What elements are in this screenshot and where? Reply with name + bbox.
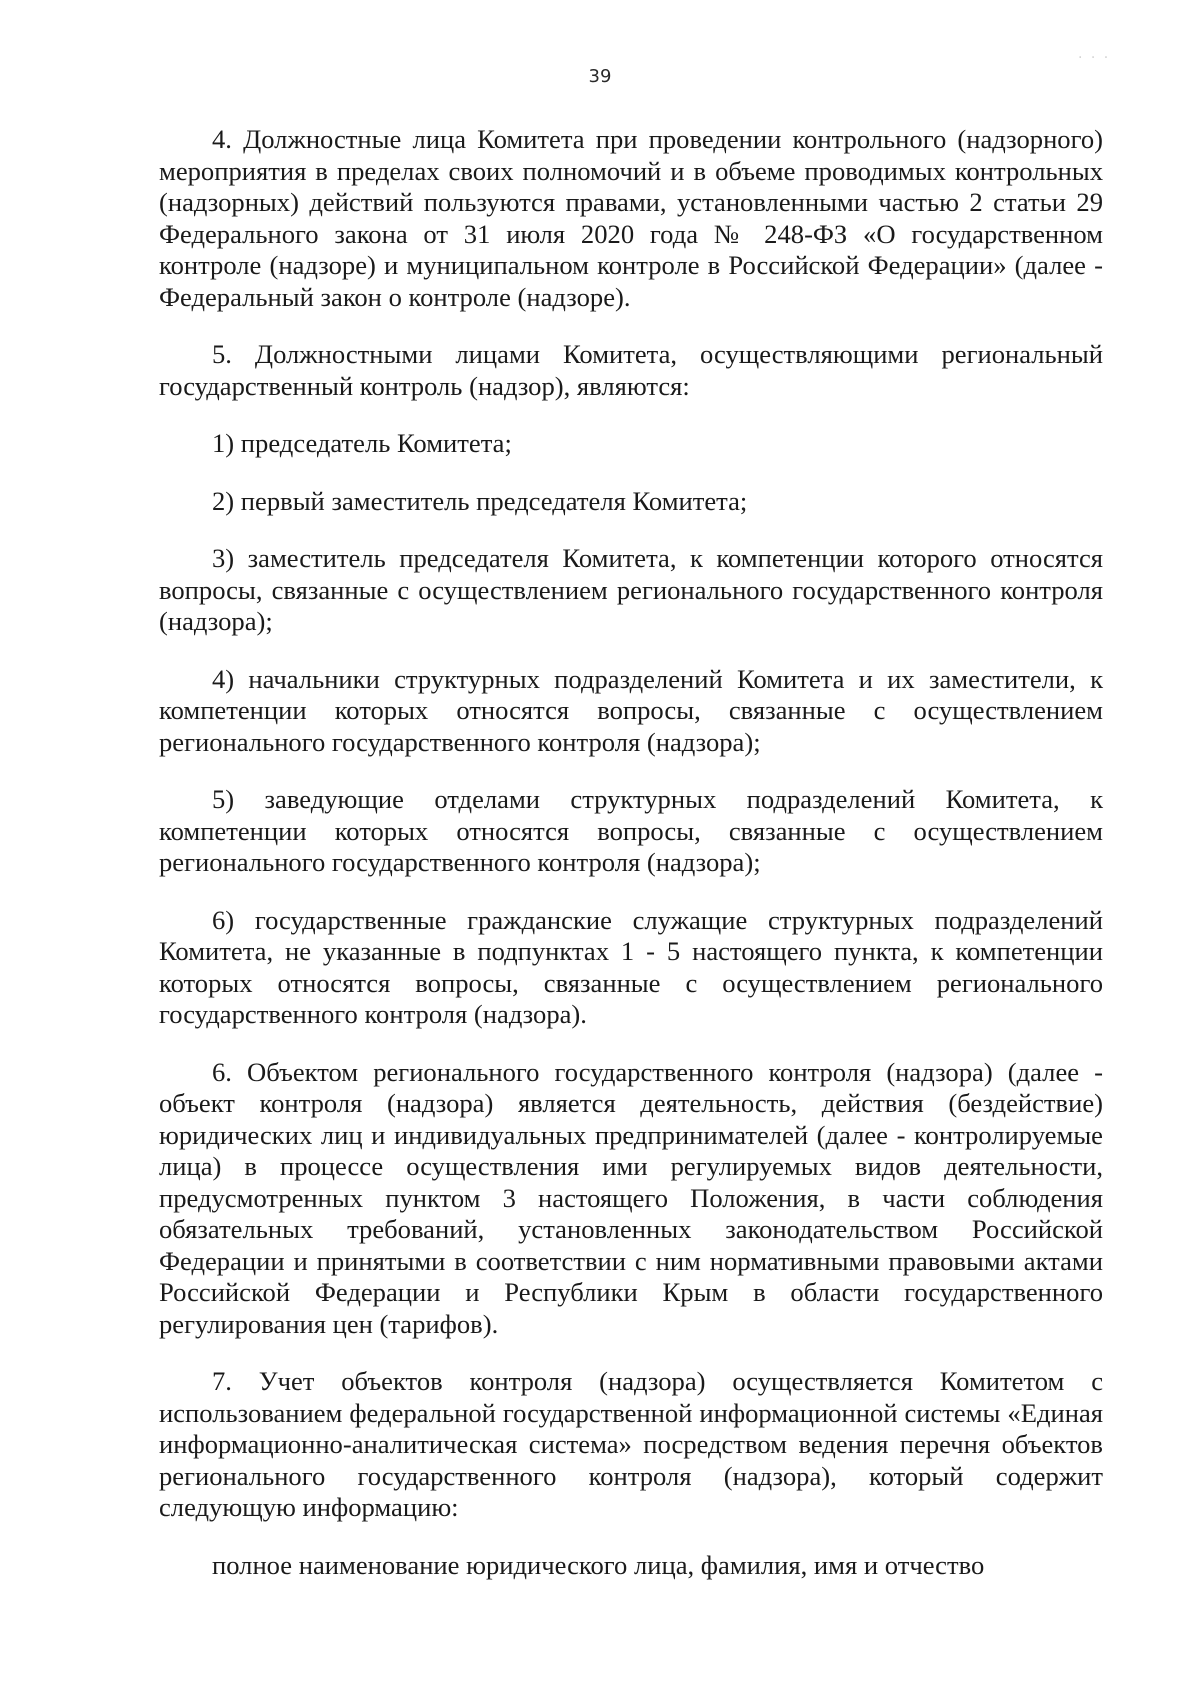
page-number: 39 (588, 66, 612, 87)
list-item-5: 5) заведующие отделами структурных подразделений Комитета, к компетенции которых относятся вопросы, связанные с осуществлением регионального государственного контроля (надзора); (159, 784, 1103, 877)
list-item-4: 4) начальники структурных подразделений Комитета и их заместители, к компетенции которых относятся вопросы, связанные с осуществлением регионального государственного контроля (надзора); (159, 663, 1103, 757)
list-item-6: 6) государственные гражданские служащие структурных подразделений Комитета, не указанные в подпунктах 1 - 5 настоящего пункта, к компетенции которых относятся вопросы, связанные с осуществлением регионального государственного контроля (надзора). (159, 904, 1103, 1029)
scan-artifact-mark: · · · (1078, 50, 1111, 66)
paragraph-item-5: 5. Должностными лицами Комитета, осуществляющими региональный государственный контроль (надзор), являются: (159, 339, 1103, 401)
list-item-2: 2) первый заместитель председателя Комитета; (212, 485, 748, 516)
document-body (159, 124, 1103, 1581)
paragraph-item-4: 4. Должностные лица Комитета при проведении контрольного (надзорного) мероприятия в пределах своих полномочий и в объеме проводимых контрольных (надзорных) действий пользуются правами, установленными частью 2 статьи 29 Федерального закона от 31 июля 2020 года № 248-ФЗ «О государственном контроле (надзоре) и муниципальном контроле в Российской Федерации» (далее - Федеральный закон о контроле (надзоре). (159, 124, 1103, 312)
paragraph-item-6: 6. Объектом регионального государственного контроля (надзора) (далее - объект контроля (надзора) является деятельность, действия (бездействие) юридических лиц и индивидуальных предпринимателей (далее - контролируемые лица) в процессе осуществления ими регулируемых видов деятельности, предусмотренных пунктом 3 настоящего Положения, в части соблюдения обязательных требований, установленных законодательством Российской Федерации и принятыми в соответствии с ним нормативными правовыми актами Российской Федерации и Республики Крым в области государственного регулирования цен (тарифов). (159, 1056, 1103, 1339)
list-item-1: 1) председатель Комитета; (212, 428, 512, 458)
paragraph-continuation: полное наименование юридического лица, фамилия, имя и отчество (212, 1549, 985, 1580)
list-item-3: 3) заместитель председателя Комитета, к компетенции которого относятся вопросы, связанные с осуществлением регионального государственного контроля (надзора); (159, 543, 1103, 636)
paragraph-item-7: 7. Учет объектов контроля (надзора) осуществляется Комитетом с использованием федеральной государственной информационной системы «Единая информационно-аналитическая система» посредством ведения перечня объектов регионального государственного контроля (надзора), который содержит следующую информацию: (159, 1366, 1103, 1522)
